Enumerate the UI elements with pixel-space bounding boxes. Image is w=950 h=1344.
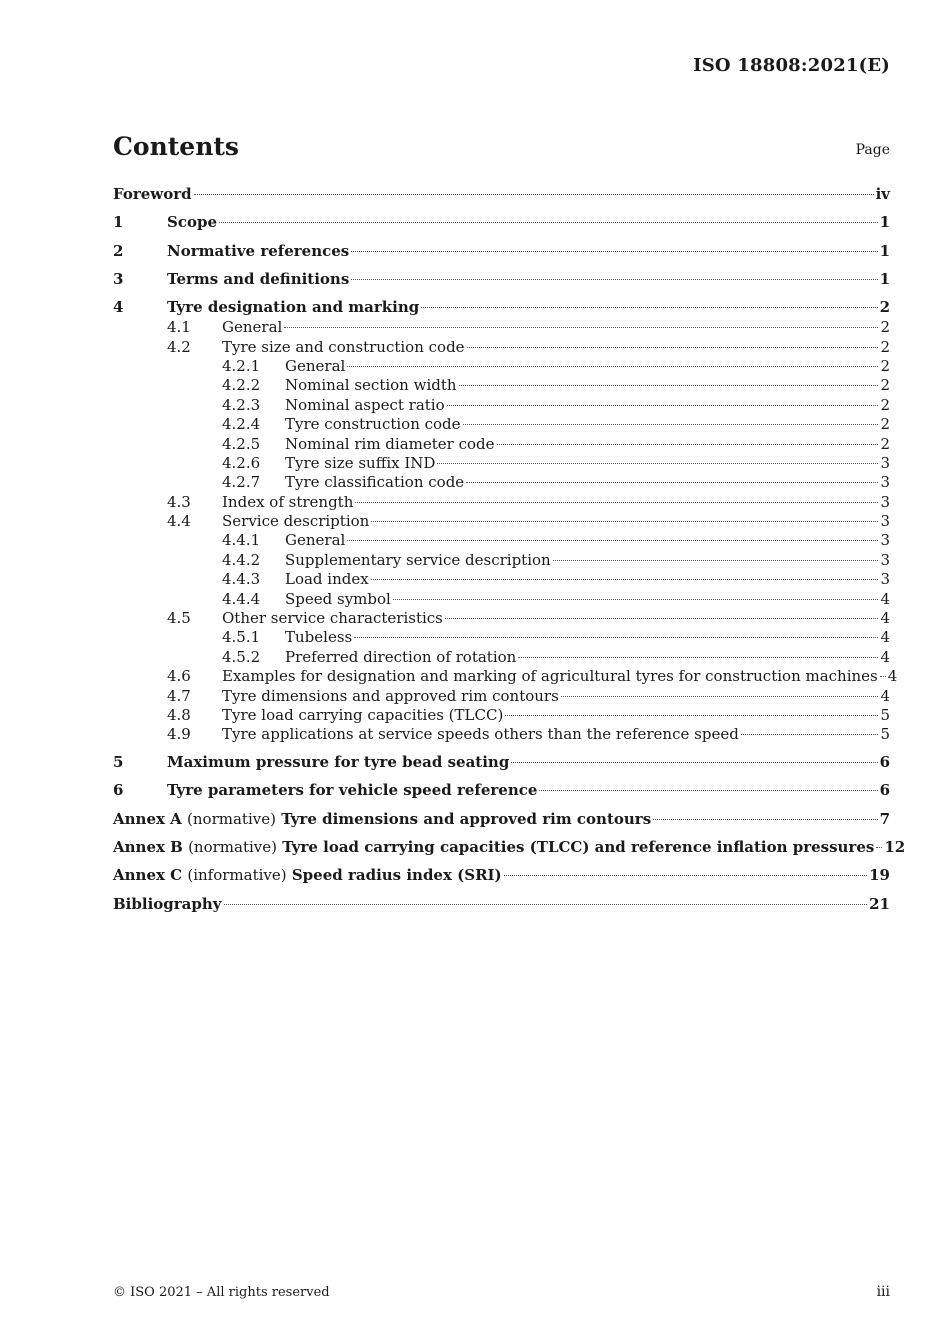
toc-entry-title [113, 837, 874, 858]
toc-entry-title: Tyre classification code [285, 473, 465, 492]
annex-label: Annex B [113, 837, 183, 856]
toc-entry-page: 3 [880, 550, 890, 569]
toc-entry-4-2-6[interactable] [113, 454, 890, 473]
toc-entry-title: Other service characteristics [222, 609, 443, 628]
toc-entry-title: Tyre dimensions and approved rim contours [222, 686, 559, 705]
toc-entry-4-7[interactable] [113, 687, 890, 706]
toc-entry-number: 4.2.6 [222, 453, 261, 472]
toc-entry-number: 4.5.2 [222, 647, 261, 666]
toc-entry-bibliography[interactable] [113, 894, 890, 915]
toc-entry-page: 12 [884, 837, 906, 856]
leader-dots [219, 222, 878, 223]
toc-entry-annex-b[interactable] [113, 837, 906, 858]
toc-entry-page: 7 [879, 809, 890, 828]
toc-entry-page: 5 [880, 706, 890, 724]
toc-entry-page: 19 [869, 866, 890, 885]
toc-entry-number: 4.4.3 [222, 570, 261, 589]
toc-entry-5[interactable] [113, 752, 890, 773]
toc-entry-title: Tyre size and construction code [222, 337, 465, 356]
leader-dots [284, 327, 878, 328]
toc-entry-number: 3 [113, 269, 124, 288]
toc-entry-4-2[interactable] [113, 338, 890, 357]
toc-entry-4-2-4[interactable] [113, 415, 890, 434]
leader-dots [347, 540, 878, 541]
toc-entry-4-5-1[interactable] [113, 628, 890, 647]
toc-entry-number: 4.7 [167, 686, 191, 705]
leader-dots [511, 762, 877, 763]
toc-entry-annex-a[interactable] [113, 809, 890, 830]
toc-entry-page: 2 [880, 356, 890, 375]
toc-entry-page: 5 [880, 725, 890, 744]
toc-entry-number: 4.9 [167, 725, 191, 744]
toc-entry-title: Service description [222, 512, 370, 531]
toc-entry-page: 1 [879, 213, 890, 232]
toc-entry-page: 2 [880, 318, 890, 337]
toc-entry-1[interactable] [113, 212, 890, 233]
toc-entry-page: iv [875, 185, 890, 203]
toc-entry-number: 2 [113, 241, 124, 260]
leader-dots [371, 521, 878, 522]
toc-entry-page: 2 [879, 298, 890, 317]
leader-dots [355, 502, 878, 503]
toc-entry-title: General [222, 318, 283, 337]
toc-entry-4-2-3[interactable] [113, 396, 890, 415]
toc-entry-4-2-1[interactable] [113, 357, 890, 376]
toc-entry-2[interactable] [113, 241, 890, 262]
toc-entry-number: 4.2.4 [222, 415, 261, 434]
leader-dots [505, 715, 878, 716]
toc-entry-page: 3 [880, 570, 890, 589]
toc-entry-number: 4.5.1 [222, 628, 261, 647]
toc-entry-page: 4 [880, 589, 890, 608]
annex-label: Annex C [113, 866, 183, 885]
leader-dots [354, 637, 878, 638]
toc-entry-4-9[interactable] [113, 725, 890, 744]
toc-entry-title: Tyre size suffix IND [285, 453, 436, 472]
toc-entry-page: 4 [887, 667, 898, 686]
toc-entry-title: General [285, 356, 346, 375]
toc-entry-page: 2 [880, 415, 890, 434]
toc-entry-page: 3 [880, 453, 890, 472]
leader-dots [504, 875, 867, 876]
toc-entry-4-4-4[interactable] [113, 590, 890, 609]
toc-entry-title: Tubeless [285, 628, 353, 647]
document-id: ISO 18808:2021(E) [693, 55, 890, 76]
leader-dots [421, 307, 877, 308]
toc-entry-number: 4.6 [167, 667, 191, 686]
leader-dots [497, 444, 879, 445]
toc-entry-title: Tyre load carrying capacities (TLCC) [222, 706, 504, 724]
toc-entry-4-1[interactable] [113, 318, 890, 337]
toc-entry-title: Examples for designation and marking of agricultural tyres for construction machines [222, 667, 878, 686]
leader-dots [741, 734, 879, 735]
toc-entry-page: 1 [879, 241, 890, 260]
leader-dots [459, 385, 879, 386]
toc-entry-title: Speed symbol [285, 589, 391, 608]
toc-entry-title: Nominal rim diameter code [285, 434, 495, 453]
leader-dots [539, 790, 877, 791]
annex-type: (informative) [187, 866, 287, 885]
leader-dots [653, 819, 877, 820]
toc-entry-title: Nominal aspect ratio [285, 395, 445, 414]
toc-entry-page: 2 [880, 337, 890, 356]
annex-title: Speed radius index (SRI) [291, 866, 502, 885]
leader-dots [466, 482, 878, 483]
toc-entry-number: 4.3 [167, 492, 191, 511]
page-column-label: Page [855, 142, 890, 158]
toc-entry-4[interactable] [113, 297, 890, 318]
toc-entry-title: Load index [285, 570, 369, 589]
annex-type: (normative) [188, 837, 277, 856]
toc-entry-page: 3 [880, 492, 890, 511]
toc-entry-title: Nominal section width [285, 376, 457, 395]
toc-entry-4-4-3[interactable] [113, 570, 890, 589]
annex-title: Tyre load carrying capacities (TLCC) and reference inflation pressures [282, 837, 875, 856]
toc-entry-number: 4.4.2 [222, 550, 261, 569]
toc-entry-page: 2 [880, 395, 890, 414]
toc-entry-number: 5 [113, 753, 124, 772]
toc-entry-title: Tyre designation and marking [167, 298, 420, 317]
toc-entry-4-2-5[interactable] [113, 435, 890, 454]
leader-dots [351, 251, 877, 252]
toc-entry-title: Supplementary service description [285, 550, 551, 569]
toc-entry-page: 6 [879, 781, 890, 800]
toc-entry-4-5[interactable] [113, 609, 890, 628]
toc-entry-4-6[interactable] [113, 667, 898, 686]
toc-entry-title: Terms and definitions [167, 269, 350, 288]
toc-entry-number: 4.1 [167, 318, 191, 337]
page-number: iii [876, 1284, 890, 1300]
toc-entry-number: 4.2 [167, 337, 191, 356]
leader-dots [371, 579, 879, 580]
leader-dots [437, 463, 878, 464]
toc-entry-number: 4.2.7 [222, 473, 261, 492]
toc-entry-page: 3 [880, 531, 890, 550]
toc-entry-number: 6 [113, 781, 124, 800]
leader-dots [553, 560, 879, 561]
toc-entry-number: 4.2.5 [222, 434, 261, 453]
toc-entry-number: 1 [113, 213, 124, 232]
toc-entry-number: 4 [113, 298, 124, 317]
annex-label: Annex A [113, 809, 182, 828]
toc-entry-number: 4.8 [167, 706, 191, 724]
leader-dots [561, 696, 879, 697]
copyright-notice: © ISO 2021 – All rights reserved [113, 1285, 330, 1300]
toc-entry-number: 4.4 [167, 512, 191, 531]
toc-entry-3[interactable] [113, 269, 890, 290]
toc-entry-page: 3 [880, 473, 890, 492]
toc-entry-number: 4.2.3 [222, 395, 261, 414]
leader-dots [467, 347, 879, 348]
toc-entry-title: Tyre parameters for vehicle speed reference [167, 781, 538, 800]
toc-entry-4-4-2[interactable] [113, 551, 890, 570]
toc-entry-page: 4 [880, 609, 890, 628]
leader-dots [347, 366, 878, 367]
page-title: Contents [113, 132, 240, 161]
toc-entry-number: 4.4.1 [222, 531, 261, 550]
toc-entry-page: 2 [880, 376, 890, 395]
toc-entry-foreword[interactable] [113, 184, 890, 205]
annex-type: (normative) [187, 809, 276, 828]
toc-entry-4-2-7[interactable] [113, 473, 890, 492]
leader-dots [194, 194, 874, 195]
toc-entry-number: 4.4.4 [222, 589, 261, 608]
toc-entry-number: 4.2.1 [222, 356, 261, 375]
toc-entry-4-8[interactable] [113, 706, 890, 725]
toc-entry-page: 21 [869, 894, 890, 913]
toc-entry-title: Preferred direction of rotation [285, 647, 517, 666]
leader-dots [463, 424, 879, 425]
toc-entry-title: Foreword [113, 185, 192, 203]
toc-entry-title: Index of strength [222, 492, 354, 511]
toc-entry-page: 2 [880, 434, 890, 453]
toc-entry-title: Tyre applications at service speeds others than the reference speed [222, 725, 739, 744]
toc-entry-4-4[interactable] [113, 512, 890, 531]
toc-entry-page: 4 [880, 686, 890, 705]
leader-dots [880, 676, 886, 677]
toc-entry-page: 3 [880, 512, 890, 531]
toc-entry-page: 4 [880, 628, 890, 647]
toc-entry-title: General [285, 531, 346, 550]
toc-entry-number: 4.2.2 [222, 376, 261, 395]
annex-title: Tyre dimensions and approved rim contours [281, 809, 652, 828]
leader-dots [876, 847, 882, 848]
toc-entry-4-5-2[interactable] [113, 648, 890, 667]
toc-entry-title [113, 809, 651, 830]
toc-entry-4-4-1[interactable] [113, 531, 890, 550]
toc-entry-title: Bibliography [113, 894, 222, 913]
toc-entry-page: 6 [879, 753, 890, 772]
toc-entry-title: Normative references [167, 241, 350, 260]
toc-entry-page: 4 [880, 647, 890, 666]
leader-dots [351, 279, 877, 280]
toc-entry-number: 4.5 [167, 609, 191, 628]
toc-entry-4-3[interactable] [113, 493, 890, 512]
leader-dots [518, 657, 878, 658]
toc-entry-title [113, 865, 502, 886]
toc-entry-title: Maximum pressure for tyre bead seating [167, 753, 510, 772]
toc-entry-6[interactable] [113, 780, 890, 801]
leader-dots [393, 599, 879, 600]
toc-entry-title: Tyre construction code [285, 415, 461, 434]
leader-dots [445, 618, 879, 619]
toc-entry-annex-c[interactable] [113, 865, 890, 886]
table-of-contents [113, 184, 906, 915]
leader-dots [224, 904, 868, 905]
toc-entry-page: 1 [879, 269, 890, 288]
toc-entry-title: Scope [167, 213, 218, 232]
leader-dots [447, 405, 879, 406]
toc-entry-4-2-2[interactable] [113, 376, 890, 395]
